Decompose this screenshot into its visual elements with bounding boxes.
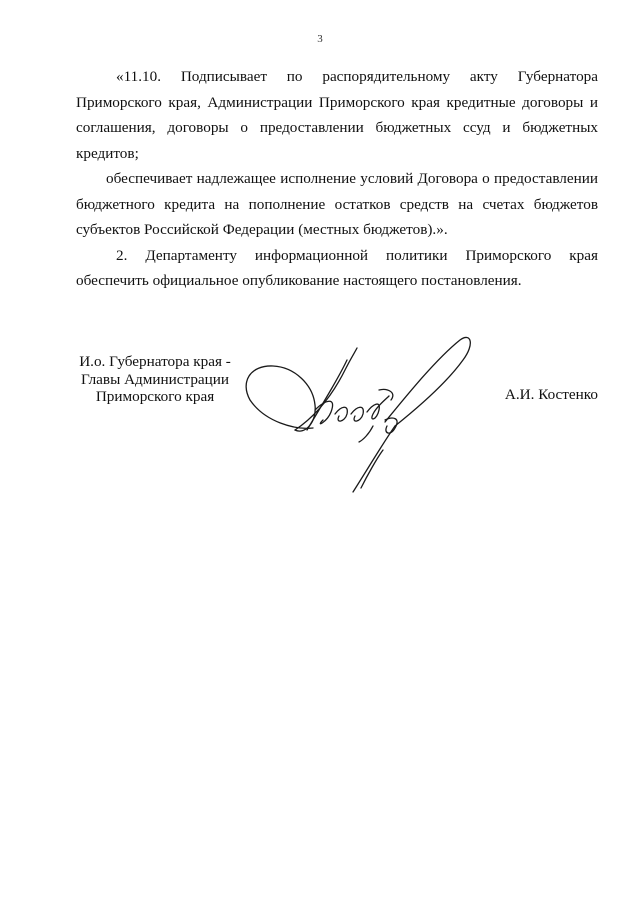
signatory-title-line: Главы Администрации bbox=[80, 370, 230, 388]
signatory-title-line: Приморского края bbox=[95, 388, 215, 405]
paragraph-publication: 2. Департаменту информационной политики Приморского края обеспечить официальное опубликование настоящего постановления. bbox=[76, 246, 598, 289]
document-body bbox=[76, 64, 598, 294]
signer-name: А.И. Костенко bbox=[504, 386, 598, 403]
paragraph-clause-11-10: «11.10. Подписывает по распорядительному акту Губернатора Приморского края, Администрации Приморского края кредитные договоры и соглашения, договоры о предоставлении бюджетных ссуд и бюджетных кредитов; bbox=[76, 68, 598, 162]
paragraph-obligations: обеспечивает надлежащее исполнение условий Договора о предоставлении бюджетного кредита на пополнение остатков средств на счетах бюджетов субъектов Российской Федерации (местных бюджетов).». bbox=[76, 170, 598, 238]
signatory-title bbox=[76, 353, 234, 406]
page-number: 3 bbox=[317, 33, 323, 45]
handwritten-signature bbox=[235, 330, 485, 500]
signatory-title-line: И.о. Губернатора края - bbox=[79, 353, 231, 370]
